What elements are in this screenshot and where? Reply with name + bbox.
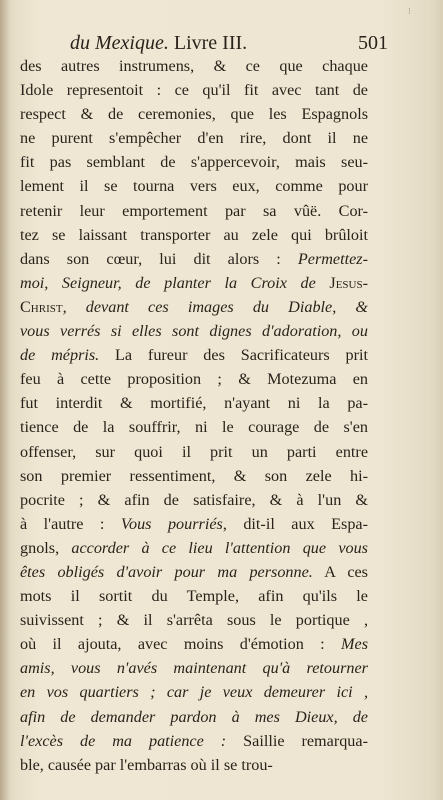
text-line <box>20 415 368 439</box>
roman-text: son premier ressentiment, & son zele hi- <box>20 466 368 485</box>
text-line <box>20 608 368 632</box>
roman-text: où il ajouta, avec moins d'émotion : <box>20 635 342 654</box>
roman-text: lement il se tourna vers eux, comme pour <box>20 177 368 196</box>
running-head-title: du Mexique. <box>70 32 169 54</box>
text-line <box>20 488 368 512</box>
body-text <box>20 54 368 777</box>
text-line <box>20 223 368 247</box>
roman-text: A ces <box>312 562 368 581</box>
text-line <box>20 753 368 777</box>
roman-text: fit pas semblant de s'appercevoir, mais seu- <box>20 153 368 172</box>
text-line <box>20 343 368 367</box>
italic-text: êtes obligés d'avoir pour ma personne. <box>20 562 313 581</box>
page-number: 501 <box>358 32 388 54</box>
text-line <box>20 391 368 415</box>
roman-text: Idole representoit : ce qu'il fit avec tant de <box>20 81 368 100</box>
text-line <box>20 440 368 464</box>
roman-text: feu à cette proposition ; & Motezuma en <box>20 370 368 389</box>
small-caps-text: Jesus- <box>329 273 368 292</box>
roman-text: à l'autre : <box>20 514 121 533</box>
roman-text: retenir leur emportement par sa vûë. Cor- <box>20 201 368 220</box>
text-line <box>20 102 368 126</box>
roman-text: , dit-il aux Espa- <box>222 514 368 533</box>
roman-text: tez se laissant transporter au zele qui brûloit <box>20 225 368 244</box>
text-line <box>20 295 368 319</box>
spine-shadow <box>0 0 10 800</box>
text-line <box>20 512 368 536</box>
text-line <box>20 584 368 608</box>
roman-text: respect & de ceremonies, que les Espagnols <box>20 105 368 124</box>
roman-text: La fureur des Sacrificateurs prit <box>99 346 368 365</box>
italic-text: , devant ces images du Diable, & <box>62 297 368 316</box>
roman-text: ble, causée par l'embarras où il se trou- <box>20 755 273 774</box>
running-head-book: Livre III. <box>173 32 248 54</box>
text-line <box>20 271 368 295</box>
text-line <box>20 319 368 343</box>
text-line <box>20 199 368 223</box>
text-line <box>20 78 368 102</box>
corner-mark: ⁝ <box>408 6 411 16</box>
italic-text: l'excès de ma patience : <box>20 731 227 750</box>
italic-text: Vous pourriés <box>120 514 223 533</box>
roman-text: Saillie remarqua- <box>226 731 368 750</box>
italic-text: accorder à ce lieu l'attention que vous <box>71 538 368 557</box>
roman-text: offenser, sur quoi il prit un parti entre <box>20 442 368 461</box>
italic-text: Permettez- <box>297 249 368 268</box>
italic-text: Mes <box>341 635 368 654</box>
roman-text: mots il sortit du Temple, afin qu'ils le <box>20 587 368 606</box>
text-line <box>20 656 368 680</box>
roman-text: gnols, <box>20 538 72 557</box>
italic-text: amis, vous n'avés maintenant qu'à retourner <box>20 659 368 678</box>
text-line <box>20 680 368 704</box>
text-line <box>20 150 368 174</box>
italic-text: vous verrés si elles sont dignes d'adoration, ou <box>20 322 368 341</box>
running-head <box>70 30 388 56</box>
text-line <box>20 632 368 656</box>
text-line <box>20 560 368 584</box>
text-line <box>20 729 368 753</box>
text-line <box>20 126 368 150</box>
italic-text: en vos quartiers ; car je veux demeurer ici , <box>20 683 368 702</box>
small-caps-text: Christ <box>20 297 63 316</box>
text-line <box>20 54 368 78</box>
roman-text: dans son cœur, lui dit alors : <box>20 249 298 268</box>
text-line <box>20 367 368 391</box>
text-line <box>20 705 368 729</box>
text-line <box>20 536 368 560</box>
roman-text: des autres instrumens, & ce que chaque <box>20 57 368 75</box>
roman-text: fut interdit & mortifié, n'ayant ni la pa- <box>20 394 368 413</box>
italic-text: moi, Seigneur, de planter la Croix de <box>20 273 330 292</box>
italic-text: afin de demander pardon à mes Dieux, de <box>20 707 368 726</box>
roman-text: ne purent s'empêcher d'en rire, dont il ne <box>20 129 368 148</box>
text-line <box>20 464 368 488</box>
roman-text: suivissent ; & il s'arrêta sous le portique , <box>20 611 368 630</box>
roman-text: tience de la souffrir, ni le courage de s'en <box>20 418 368 437</box>
text-line <box>20 174 368 198</box>
roman-text: pocrite ; & afin de satisfaire, & à l'un & <box>20 490 368 509</box>
italic-text: de mépris. <box>20 346 100 365</box>
text-line <box>20 247 368 271</box>
